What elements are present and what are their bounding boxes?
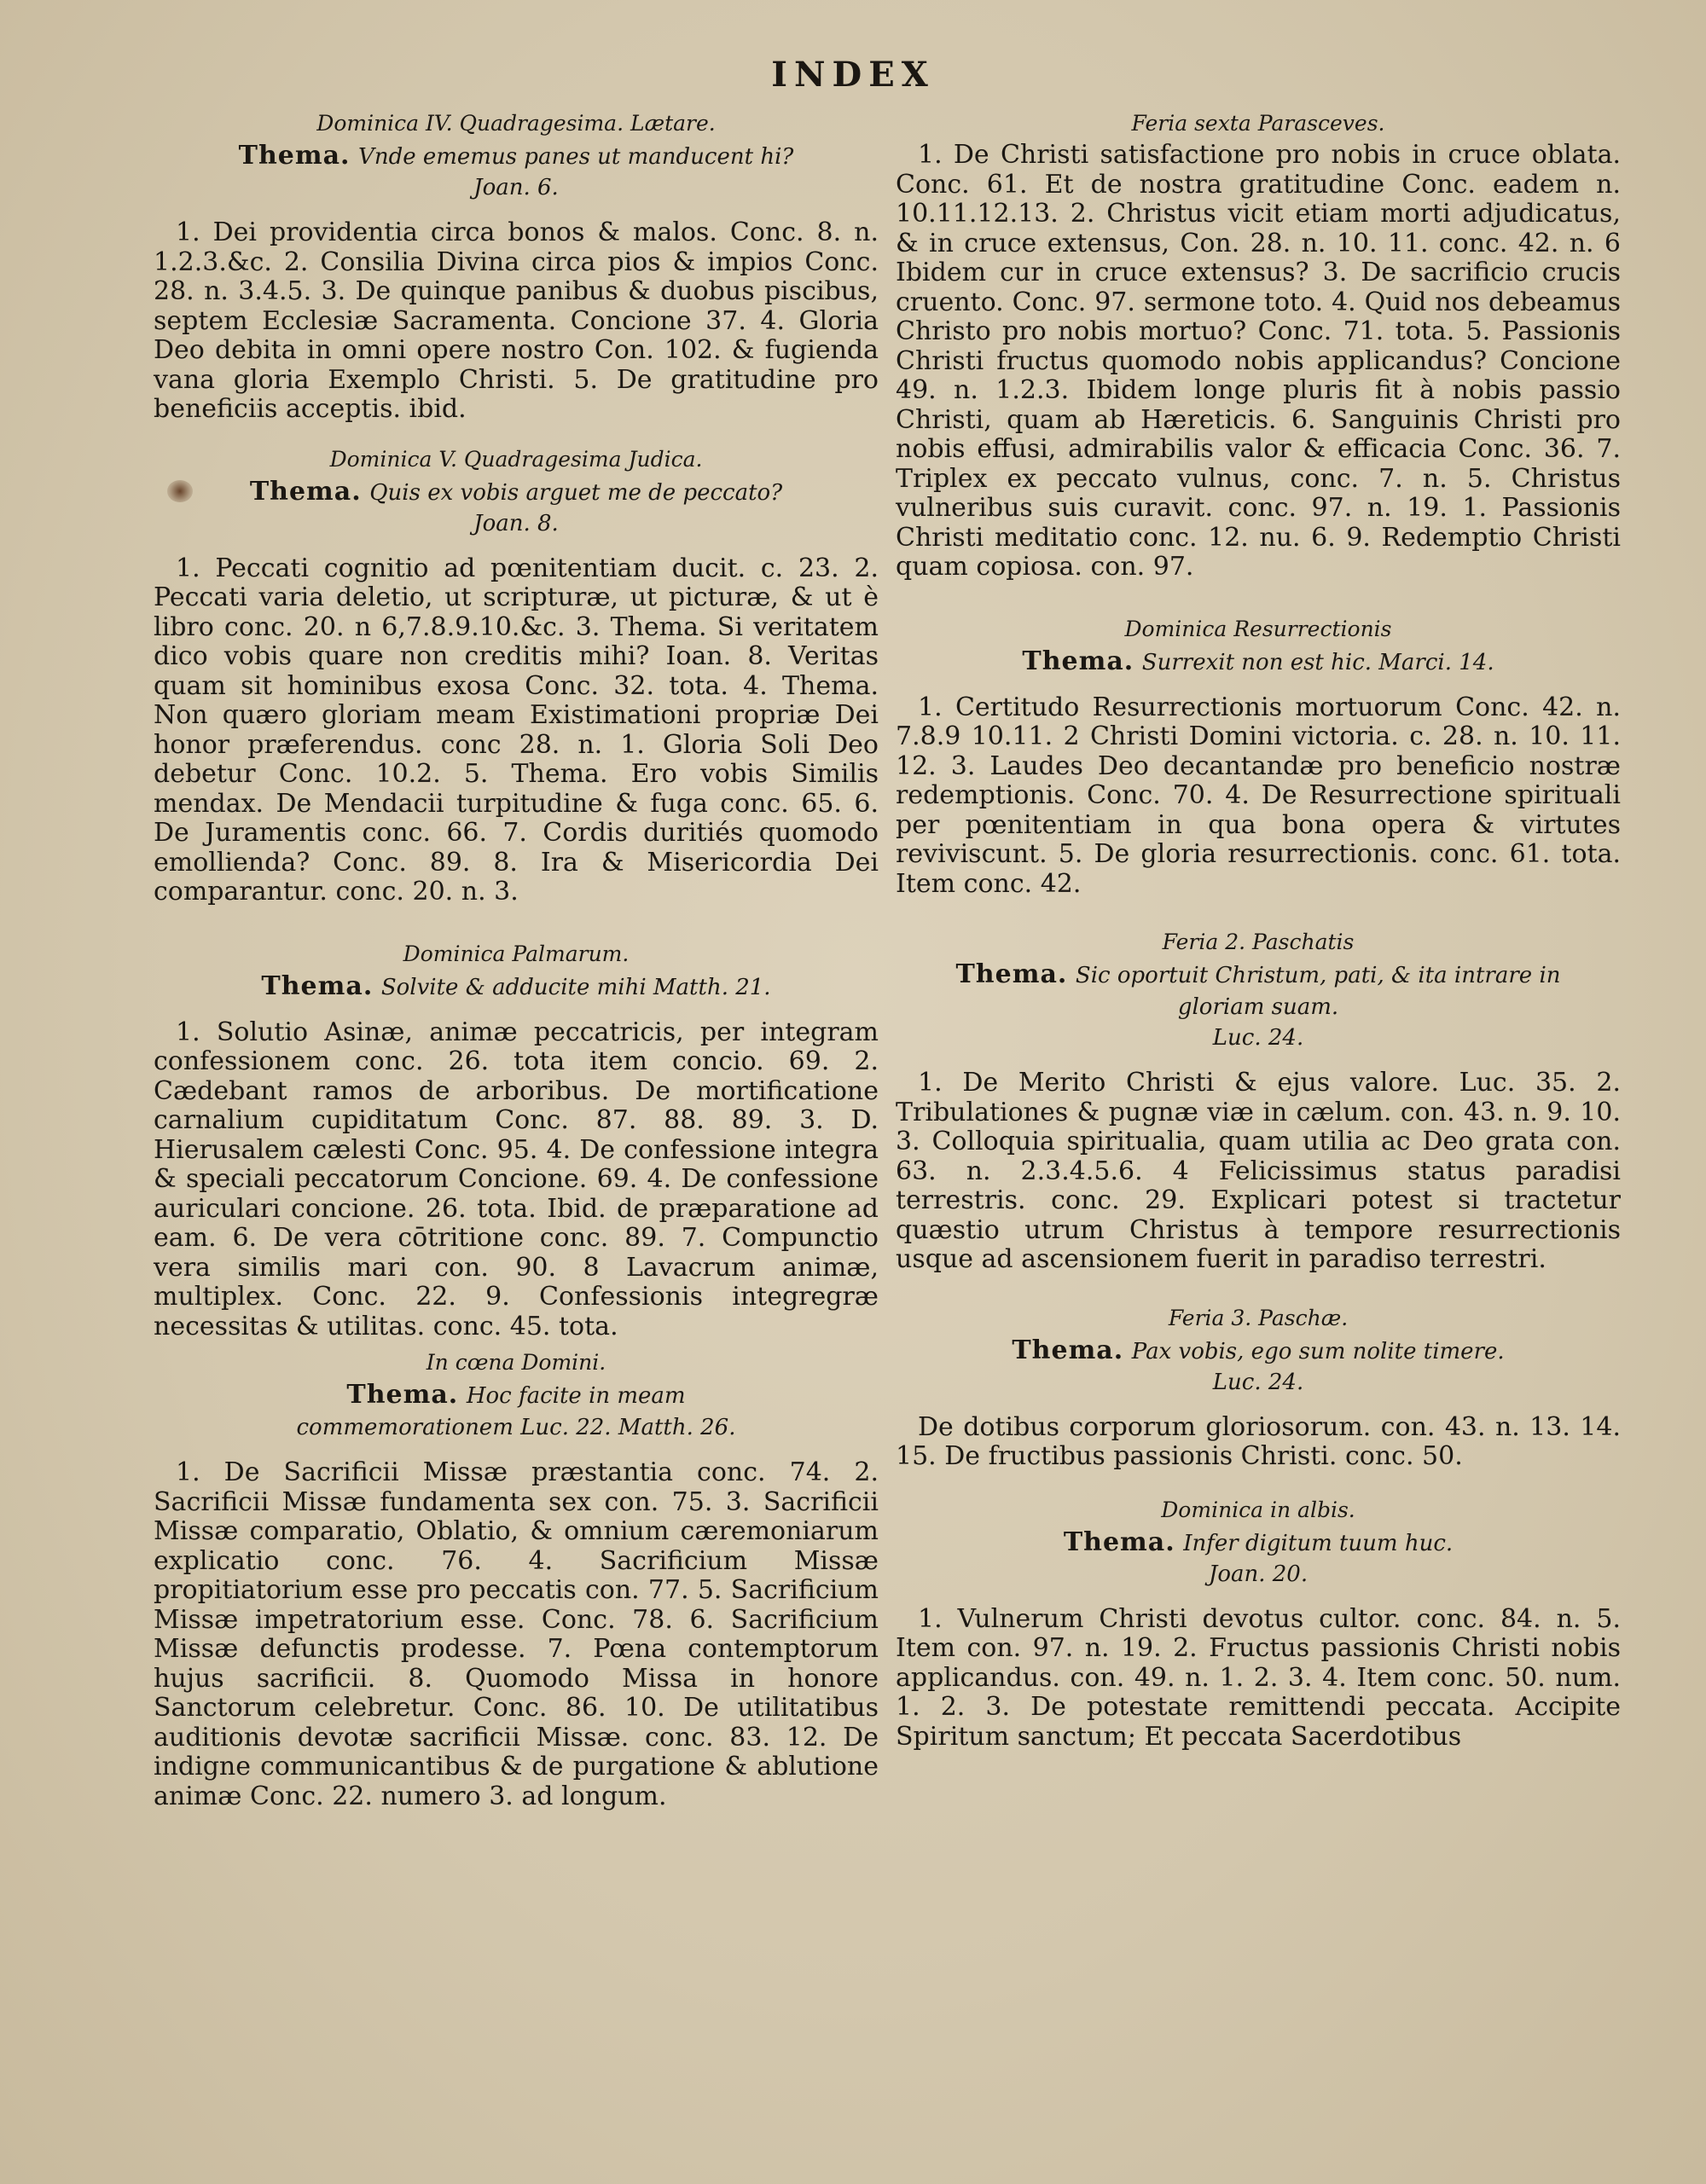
theme-line [896,1335,1621,1398]
theme-text: Infer digitum tuum huc. [1183,1530,1454,1556]
section-entries: 1. De Sacrificii Missæ præstantia conc. 74. 2. Sacrificii Missæ fundamenta sex con. 75. 3. Sacrificii Missæ comparatio, Oblatio, & omnium cæremoniarum explicatio conc. 76. 4. Sacrificium Missæ propitiatorium esse pro peccatis con. 77. 5. Sacrificium Missæ impetratorium esse. Conc. 78. 6. Sacrificium Missæ defunctis prodesse. 7. Pœna contemptorum hujus sacrificii. 8. Quomodo Missa in honore Sanctorum celebretur. Conc. 86. 10. De utilitatibus auditionis devotæ sacrificii Missæ. conc. 83. 12. De indigne communicantibus & de purgatione & ablutione animæ Conc. 22. numero 3. ad longum. [154,1457,879,1811]
theme-label: Thema. [238,141,351,171]
section-entries: 1. De Merito Christi & ejus valore. Luc. 35. 2. Tribulationes & pugnæ viæ in cælum. con. 43. n. 9. 10. 3. Colloquia spiritualia, quam utilia ac Deo grata con. 63. n. 2.3.4.5.6. 4 Felicissimus status paradisi terrestris. conc. 29. Explicari potest si tractetur quæstio utrum Christus à tempore resurrectionis usque ad ascensionem fuerit in paradiso terrestri. [896,1068,1621,1274]
theme-line [896,646,1621,678]
theme-line [154,477,879,539]
section-heading: In cœna Domini. [426,1350,606,1375]
theme-line [154,141,879,203]
theme-reference: Luc. 24. [1212,1025,1304,1051]
theme-text: Hoc facite in meam commemorationem Luc. 22. Matth. 26. [296,1383,736,1440]
theme-line [896,959,1621,1053]
index-section [154,941,879,1342]
section-heading: Dominica Palmarum. [403,941,630,966]
theme-text: Sic oportuit Christum, pati, & ita intrare in gloriam suam. [1075,963,1561,1020]
section-entries: 1. Vulnerum Christi devotus cultor. conc. 84. n. 5. Item con. 97. n. 19. 2. Fructus passionis Christi nobis applicandus. con. 49. n. 1. 2. 3. 4. Item conc. 50. num. 1. 2. 3. De potestate remittendi peccata. Accipite Spiritum sanctum; Et peccata Sacerdotibus [896,1603,1621,1752]
index-section [154,1350,879,1811]
left-column [154,102,879,1827]
section-heading: Dominica Resurrectionis [1124,616,1392,641]
running-head: INDEX [771,55,935,95]
index-section [896,1306,1621,1472]
theme-line [154,971,879,1003]
theme-text: Surrexit non est hic. Marci. 14. [1141,649,1494,675]
section-entries: De dotibus corporum gloriosorum. con. 43. n. 13. 14. 15. De fructibus passionis Christi. conc. 50. [896,1411,1621,1471]
index-section [896,617,1621,900]
theme-label: Thema. [1022,646,1134,676]
theme-text: Solvite & adducite mihi Matth. 21. [380,974,771,1000]
section-entries: 1. Peccati cognitio ad pœnitentiam ducit. c. 23. 2. Peccati varia deletio, ut scripturæ, ut picturæ, & ut è libro conc. 20. n 6,7.8.9.10.&c. 3. Thema. Si veritatem dico vobis quare non creditis mihi? Ioan. 8. Veritas quam sit hominibus exosa Conc. 32. tota. 4. Thema. Non quæro gloriam meam Existimationi propriæ Dei honor præferendus. conc 28. n. 1. Gloria Soli Deo debetur Conc. 10.2. 5. Thema. Ero vobis Similis mendax. De Mendacii turpitudine & fuga conc. 65. 6. De Juramentis conc. 66. 7. Cordis duritiés quomodo emollienda? Conc. 89. 8. Ira & Misericordia Dei comparantur. conc. 20. n. 3. [154,553,879,907]
theme-label: Thema. [955,959,1068,989]
section-heading: Dominica in albis. [1161,1497,1355,1522]
theme-reference: Joan. 6. [473,175,559,200]
theme-reference: Joan. 8. [473,510,559,536]
section-entries: 1. Certitudo Resurrectionis mortuorum Conc. 42. n. 7.8.9 10.11. 2 Christi Domini victoria. c. 28. n. 10. 11. 12. 3. Laudes Deo decantandæ pro beneficio nostræ redemptionis. Conc. 70. 4. De Resurrectione spirituali per pœnitentiam in qua bona opera & virtutes reviviscunt. 5. De gloria resurrectionis. conc. 61. tota. Item conc. 42. [896,692,1621,899]
section-entries: 1. Solutio Asinæ, animæ peccatricis, per integram confessionem conc. 26. tota item concio. 69. 2. Cædebant ramos de arboribus. De mortificatione carnalium cupiditatum Conc. 87. 88. 89. 3. D. Hierusalem cælesti Conc. 95. 4. De confessione integra & speciali peccatorum Concione. 69. 4. De confessione auriculari concione. 26. tota. Ibid. de præparatione ad eam. 6. De vera cōtritione conc. 89. 7. Compunctio vera similis mari con. 90. 8 Lavacrum animæ, multiplex. Conc. 22. 9. Confessionis integregræ necessitas & utilitas. conc. 45. tota. [154,1017,879,1341]
theme-line [154,1380,879,1443]
section-entries: 1. Dei providentia circa bonos & malos. Conc. 8. n. 1.2.3.&c. 2. Consilia Divina circa pios & impios Conc. 28. n. 3.4.5. 3. De quinque panibus & duobus piscibus, septem Ecclesiæ Sacramenta. Concione 37. 4. Gloria Deo debita in omni opere nostro Con. 102. & fugienda vana gloria Exemplo Christi. 5. De gratitudine pro beneficiis acceptis. ibid. [154,217,879,424]
section-heading: Feria sexta Parasceves. [1131,111,1385,136]
theme-label: Thema. [1012,1335,1124,1365]
theme-line [896,1527,1621,1590]
section-heading: Dominica V. Quadragesima Judica. [329,446,703,472]
theme-label: Thema. [1063,1526,1175,1557]
theme-text: Pax vobis, ego sum nolite timere. [1131,1338,1505,1364]
theme-label: Thema. [249,476,362,507]
section-entries: 1. De Christi satisfactione pro nobis in cruce oblata. Conc. 61. Et de nostra gratitudine Conc. eadem n. 10.11.12.13. 2. Christus vicit etiam morti adjudicatus, & in cruce extensus, Con. 28. n. 10. 11. conc. 42. n. 6 Ibidem cur in cruce extensus? 3. De sacrificio crucis cruento. Conc. 97. sermone toto. 4. Quid nos debeamus Christo pro nobis mortuo? Conc. 71. tota. 5. Passionis Christi fructus quomodo nobis applicandus? Concione 49. n. 1.2.3. Ibidem longe pluris fit à nobis passio Christi, quam ab Hæreticis. 6. Sanguinis Christi pro nobis effusi, admirabilis valor & efficacia Conc. 36. 7. Triplex ex peccato vulnus, conc. 7. n. 5. Christus vulneribus suis curavit. conc. 97. n. 19. 1. Passionis Christi meditatio conc. 12. nu. 6. 9. Redemptio Christi quam copiosa. con. 97. [896,140,1621,582]
index-section [896,1498,1621,1752]
theme-reference: Luc. 24. [1212,1369,1304,1395]
index-section [896,930,1621,1275]
index-section [154,447,879,907]
section-heading: Feria 3. Paschæ. [1168,1305,1349,1330]
right-column [896,102,1621,1767]
section-heading: Dominica IV. Quadragesima. Lætare. [316,111,716,136]
theme-label: Thema. [261,970,374,1001]
theme-text: Vnde ememus panes ut manducent hi? [358,144,794,170]
index-section [154,111,879,425]
index-section [896,111,1621,582]
theme-reference: Joan. 20. [1208,1561,1309,1587]
section-heading: Feria 2. Paschatis [1162,930,1355,954]
theme-text: Quis ex vobis arguet me de peccato? [369,479,783,506]
theme-label: Thema. [346,1380,459,1410]
